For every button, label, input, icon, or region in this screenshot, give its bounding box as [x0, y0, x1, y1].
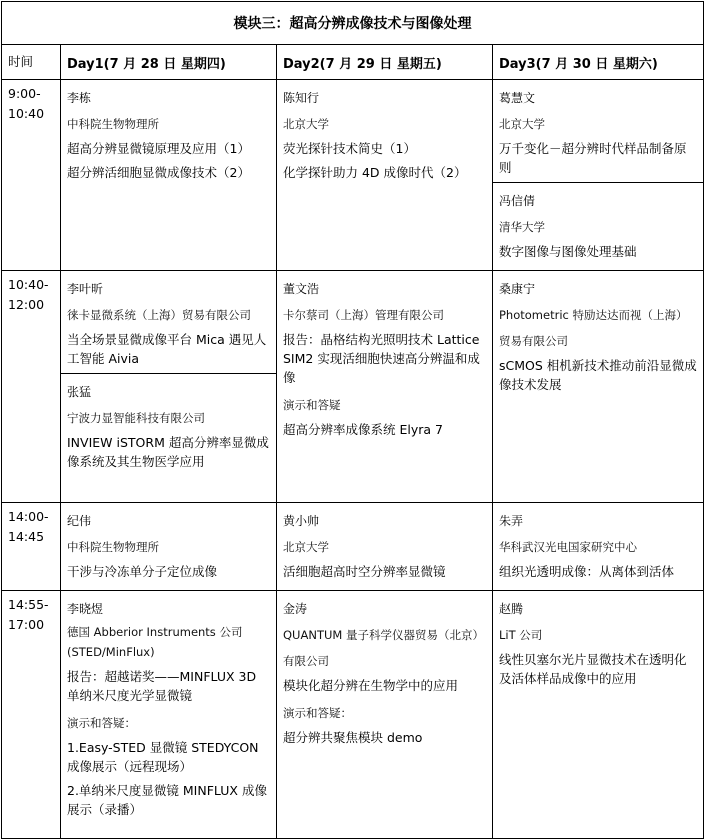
- talk-topic: 化学探针助力 4D 成像时代（2）: [283, 165, 467, 180]
- speaker-name: 董文浩: [283, 282, 320, 296]
- speaker-name: 朱弄: [499, 514, 524, 528]
- sub-session: [61, 373, 276, 471]
- table-row: [2, 503, 704, 591]
- talk-topic: 超高分辨显微镜原理及应用（1）: [67, 141, 250, 156]
- talk-topic: 报告：超越诺奖——MINFLUX 3D 单纳米尺度光学显微镜: [67, 669, 257, 703]
- speaker-org: 清华大学: [499, 220, 545, 234]
- talk-topic: 线性贝塞尔光片显微技术在透明化及活体样品成像中的应用: [499, 652, 687, 686]
- talk-topic: 当全场景显微成像平台 Mica 遇见人工智能 Aivia: [67, 332, 267, 366]
- session-cell: [61, 80, 277, 271]
- session-cell: [61, 591, 277, 839]
- speaker-name: 桑康宁: [499, 282, 536, 296]
- time-slot: 14:00- 14:45: [2, 503, 61, 591]
- talk-topic: 报告：晶格结构光照明技术 Lattice SIM2 实现活细胞快速高分辨温和成像: [283, 332, 480, 385]
- header-day1: Day1(7 月 28 日 星期四): [61, 45, 277, 80]
- table-row: [2, 80, 704, 271]
- speaker-org: Photometric 特励达达而视（上海）贸易有限公司: [499, 308, 688, 348]
- session-cell: [493, 503, 704, 591]
- session-cell: [277, 271, 493, 503]
- header-time: 时间: [2, 45, 61, 80]
- speaker-name: 金涛: [283, 602, 308, 616]
- talk-topic: 干涉与冷冻单分子定位成像: [67, 564, 218, 579]
- speaker-org: 北京大学: [283, 540, 329, 554]
- session-cell: [277, 80, 493, 271]
- speaker-org: 北京大学: [499, 117, 545, 131]
- speaker-name: 张猛: [67, 385, 92, 399]
- talk-topic: sCMOS 相机新技术推动前沿显微成像技术发展: [499, 358, 697, 392]
- speaker-name: 李栋: [67, 91, 92, 105]
- time-slot: 10:40- 12:00: [2, 271, 61, 503]
- speaker-org: 徕卡显微系统（上海）贸易有限公司: [67, 308, 251, 322]
- speaker-name: 葛慧文: [499, 91, 536, 105]
- session-cell: [277, 591, 493, 839]
- speaker-org: LiT 公司: [499, 628, 543, 642]
- speaker-org: 中科院生物物理所: [67, 540, 159, 554]
- speaker-name: 李叶昕: [67, 282, 104, 296]
- talk-topic: 万千变化－超分辨时代样品制备原则: [499, 141, 687, 175]
- session-cell: [61, 503, 277, 591]
- speaker-org: 北京大学: [283, 117, 329, 131]
- page-title: 模块三：超高分辨成像技术与图像处理: [2, 2, 704, 45]
- session-cell: [493, 271, 704, 503]
- demo-label: 演示和答疑：: [67, 716, 136, 730]
- talk-topic: 超分辨共聚焦模块 demo: [283, 730, 423, 745]
- demo-label: 演示和答疑：: [283, 706, 352, 720]
- sub-session: [493, 182, 703, 261]
- speaker-org: 华科武汉光电国家研究中心: [499, 540, 637, 554]
- session-cell: [493, 80, 704, 271]
- header-day3: Day3(7 月 30 日 星期六): [493, 45, 704, 80]
- session-cell: [277, 503, 493, 591]
- talk-topic: 超分辨活细胞显微成像技术（2）: [67, 165, 250, 180]
- speaker-name: 纪伟: [67, 514, 92, 528]
- speaker-org: 中科院生物物理所: [67, 117, 159, 131]
- table-row: [2, 271, 704, 503]
- speaker-org: QUANTUM 量子科学仪器贸易（北京）有限公司: [283, 628, 484, 668]
- session-cell: [493, 591, 704, 839]
- header-day2: Day2(7 月 29 日 星期五): [277, 45, 493, 80]
- demo-label: 演示和答疑: [283, 398, 341, 412]
- speaker-name: 李晓煜: [67, 602, 104, 616]
- speaker-org: 德国 Abberior Instruments 公司(STED/MinFlux): [67, 625, 243, 659]
- speaker-name: 赵腾: [499, 602, 524, 616]
- time-slot: 14:55- 17:00: [2, 591, 61, 839]
- table-row: [2, 591, 704, 839]
- speaker-name: 黄小帅: [283, 514, 320, 528]
- talk-topic: 模块化超分辨在生物学中的应用: [283, 678, 459, 693]
- speaker-name: 冯信倩: [499, 194, 536, 208]
- speaker-org: 卡尔蔡司（上海）管理有限公司: [283, 308, 444, 322]
- talk-topic: 组织光透明成像：从离体到活体: [499, 564, 675, 579]
- speaker-org: 宁波力显智能科技有限公司: [67, 411, 205, 425]
- time-slot: 9:00- 10:40: [2, 80, 61, 271]
- talk-topic: 1.Easy-STED 显微镜 STEDYCON 成像展示（远程现场）: [67, 740, 259, 774]
- talk-topic: 活细胞超高时空分辨率显微镜: [283, 564, 446, 579]
- talk-topic: INVIEW iSTORM 超高分辨率显微成像系统及其生物医学应用: [67, 435, 269, 469]
- talk-topic: 超高分辨率成像系统 Elyra 7: [283, 422, 443, 437]
- speaker-name: 陈知行: [283, 91, 320, 105]
- talk-topic: 2.单纳米尺度显微镜 MINFLUX 成像展示（录播）: [67, 783, 267, 817]
- talk-topic: 荧光探针技术简史（1）: [283, 141, 416, 156]
- talk-topic: 数字图像与图像处理基础: [499, 244, 637, 259]
- session-cell: [61, 271, 277, 503]
- schedule-table: [1, 1, 704, 839]
